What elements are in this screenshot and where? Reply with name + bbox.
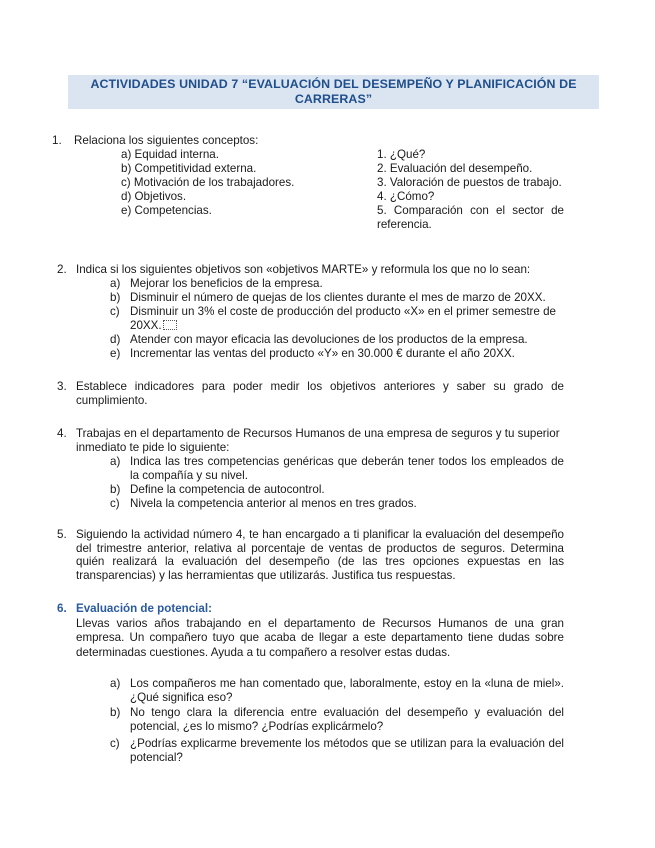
question-number: 2.: [57, 263, 67, 276]
item-label: a): [110, 277, 121, 290]
item-label: b): [110, 291, 121, 304]
concept-item: a) Equidad interna.: [121, 148, 219, 161]
match-item: 1. ¿Qué?: [377, 148, 426, 161]
item-label: c): [110, 497, 120, 510]
item-label: d): [110, 333, 121, 346]
question-number: 5.: [57, 528, 67, 541]
question-number: 4.: [57, 427, 67, 440]
list-item: Atender con mayor eficacia las devoluciones de los productos de la empresa.: [130, 333, 528, 346]
question-number: 1.: [52, 134, 62, 147]
list-item: Incrementar las ventas del producto «Y» en 30.000 € durante el año 20XX.: [130, 347, 515, 360]
question-prompt: Relaciona los siguientes conceptos:: [74, 134, 259, 147]
match-item: 5. Comparación con el sector de referencia.: [377, 204, 564, 231]
question-text: Establece indicadores para poder medir los objetivos anteriores y saber su grado de cumplimiento.: [76, 380, 564, 407]
item-label: c): [110, 305, 120, 318]
question-number: 6.: [57, 602, 67, 615]
question-number: 3.: [57, 380, 67, 393]
concept-item: e) Competencias.: [121, 204, 212, 217]
question-prompt: Indica si los siguientes objetivos son «objetivos MARTE» y reformula los que no lo sean:: [76, 263, 531, 276]
list-item: Define la competencia de autocontrol.: [130, 483, 325, 496]
item-label: b): [110, 706, 121, 719]
match-item: 4. ¿Cómo?: [377, 190, 435, 203]
list-item: ¿Podrías explicarme brevemente los métodos que se utilizan para la evaluación del potencial?: [130, 737, 564, 765]
list-item-text: Disminuir un 3% el coste de producción del producto «X» en el primer semestre de 20XX.: [130, 305, 556, 332]
concept-item: b) Competitividad externa.: [121, 162, 257, 175]
list-item: Nivela la competencia anterior al menos en tres grados.: [130, 497, 417, 510]
item-label: a): [110, 455, 121, 468]
item-label: e): [110, 347, 121, 360]
section-heading: Evaluación de potencial:: [76, 602, 212, 615]
list-item: Disminuir el número de quejas de los clientes durante el mes de marzo de 20XX.: [130, 291, 546, 304]
scribble-mark: [163, 320, 177, 330]
item-label: c): [110, 737, 120, 750]
concept-item: d) Objetivos.: [121, 190, 187, 203]
list-item: Mejorar los beneficios de la empresa.: [130, 277, 323, 290]
question-intro: Llevas varios años trabajando en el departamento de Recursos Humanos de una gran empresa. Un compañero tuyo que acaba de llegar a este departamento tiene dudas sobre determinadas cuestiones. Ayuda a tu compañero a resolver estas dudas.: [76, 617, 564, 659]
question-text: Siguiendo la actividad número 4, te han encargado a ti planificar la evaluación del desempeño del trimestre anterior, relativa al porcentaje de ventas de productos de seguros. Determina quién realizará la evaluación del desempeño (de las tres opciones expuestas en las transparencias) y las herramientas que utilizarás. Justifica tus respuestas.: [76, 528, 564, 582]
list-item: Los compañeros me han comentado que, laboralmente, estoy en la «luna de miel». ¿Qué significa eso?: [130, 677, 564, 705]
item-label: b): [110, 483, 121, 496]
list-item: Indica las tres competencias genéricas que deberán tener todos los empleados de la compañía y su nivel.: [130, 455, 564, 482]
item-label: a): [110, 677, 121, 690]
list-item: [130, 305, 560, 332]
list-item: No tengo clara la diferencia entre evaluación del desempeño y evaluación del potencial, ¿es lo mismo? ¿Podrías explicármelo?: [130, 706, 564, 734]
concept-item: c) Motivación de los trabajadores.: [121, 176, 295, 189]
page-title: ACTIVIDADES UNIDAD 7 “EVALUACIÓN DEL DESEMPEÑO Y PLANIFICACIÓN DE CARRERAS”: [68, 75, 599, 109]
question-prompt: Trabajas en el departamento de Recursos Humanos de una empresa de seguros y tu superior inmediato te pide lo siguiente:: [76, 427, 560, 454]
match-item: 2. Evaluación del desempeño.: [377, 162, 533, 175]
match-item: 3. Valoración de puestos de trabajo.: [377, 176, 562, 189]
